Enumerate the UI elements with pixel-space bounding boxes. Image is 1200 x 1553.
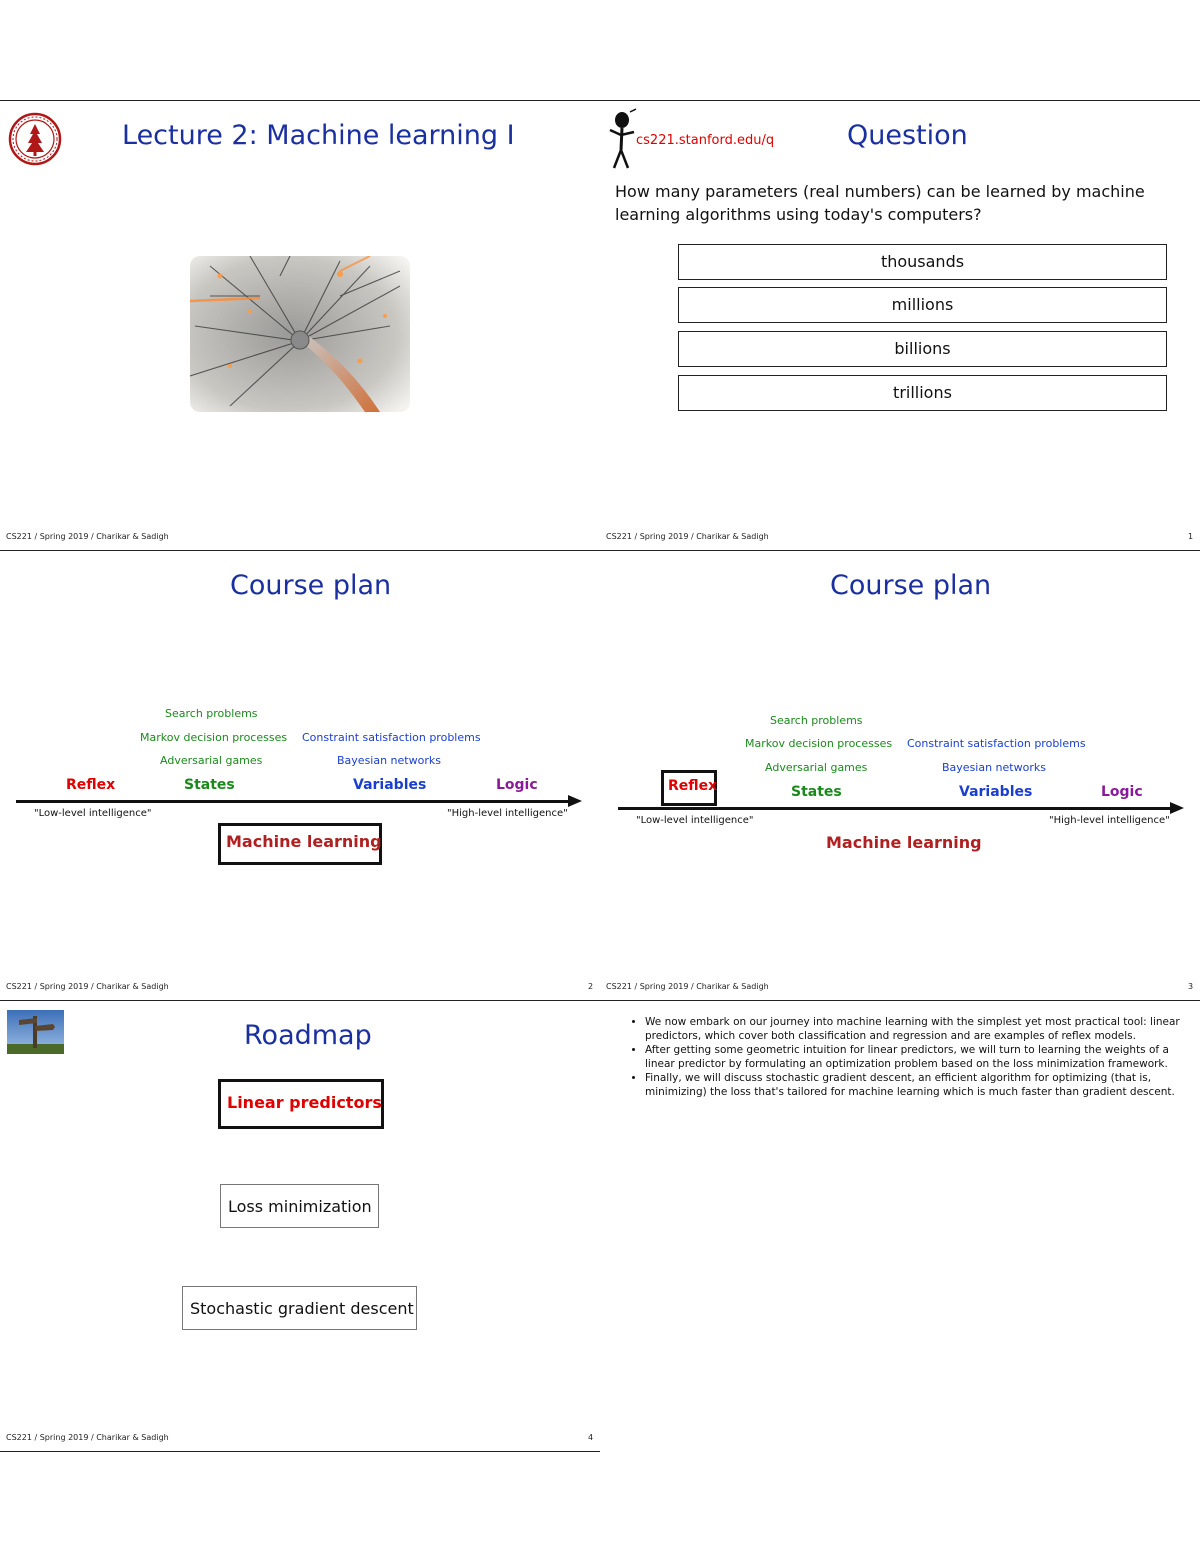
high-level-label: "High-level intelligence" — [447, 808, 568, 819]
question-url-link[interactable]: cs221.stanford.edu/q — [636, 133, 775, 148]
roadmap-sgd-label: Stochastic gradient descent — [190, 1299, 414, 1318]
low-level-label: "Low-level intelligence" — [34, 808, 152, 819]
label-mdp: Markov decision processes — [140, 731, 288, 744]
level-reflex: Reflex — [66, 777, 116, 793]
label-mdp: Markov decision processes — [745, 737, 893, 750]
page-number: 1 — [1188, 532, 1194, 541]
slide-footer: CS221 / Spring 2019 / Charikar & Sadigh — [606, 532, 769, 541]
bottom-rule — [0, 1451, 600, 1452]
level-logic: Logic — [496, 777, 538, 793]
arrow-head-icon — [1170, 802, 1184, 814]
choice-trillions[interactable]: trillions — [678, 375, 1167, 411]
arrow-head-icon — [568, 795, 582, 807]
question-title: Question — [847, 120, 968, 151]
label-csp: Constraint satisfaction problems — [907, 737, 1086, 750]
level-variables: Variables — [353, 777, 427, 793]
level-reflex: Reflex — [668, 778, 718, 794]
slide-footer: CS221 / Spring 2019 / Charikar & Sadigh — [6, 982, 169, 991]
roadmap-title: Roadmap — [244, 1020, 372, 1051]
slide-title — [0, 100, 600, 550]
label-bayes-nets: Bayesian networks — [337, 754, 441, 767]
question-text: How many parameters (real numbers) can be learned by machine learning algorithms using today's computers? — [615, 182, 1145, 224]
label-bayes-nets: Bayesian networks — [942, 761, 1046, 774]
choice-thousands[interactable]: thousands — [678, 244, 1167, 280]
intelligence-axis — [618, 807, 1170, 810]
machine-learning-label: Machine learning — [226, 832, 382, 851]
slide-question — [600, 100, 1200, 550]
label-adversarial-games: Adversarial games — [765, 761, 868, 774]
neuron-image — [190, 256, 410, 412]
slide-roadmap — [0, 1000, 600, 1451]
choice-billions[interactable]: billions — [678, 331, 1167, 367]
level-logic: Logic — [1101, 784, 1143, 800]
note-item: • After getting some geometric intuition for linear predictors, we will turn to learning the weights of a linear predictor by formulating an optimization problem based on the loss minimization framework. — [645, 1043, 1185, 1071]
label-csp: Constraint satisfaction problems — [302, 731, 481, 744]
level-states: States — [791, 784, 842, 800]
roadmap-linear-predictors-label: Linear predictors — [227, 1093, 382, 1112]
label-adversarial-games: Adversarial games — [160, 754, 263, 767]
label-search-problems: Search problems — [165, 707, 258, 720]
machine-learning-label: Machine learning — [826, 833, 982, 852]
signpost-image — [7, 1010, 64, 1054]
intelligence-axis — [16, 800, 568, 803]
slide-footer: CS221 / Spring 2019 / Charikar & Sadigh — [6, 532, 169, 541]
stick-figure-icon — [604, 108, 640, 172]
slide-title-heading: Lecture 2: Machine learning I — [122, 120, 515, 151]
slide-footer: CS221 / Spring 2019 / Charikar & Sadigh — [606, 982, 769, 991]
page-number: 4 — [588, 1433, 594, 1442]
speaker-notes — [633, 1015, 1185, 1099]
note-item: • We now embark on our journey into machine learning with the simplest yet most practical tool: linear predictors, which cover both classification and regression and are examples of reflex models. — [645, 1015, 1185, 1043]
level-states: States — [184, 777, 235, 793]
roadmap-loss-minimization-label: Loss minimization — [228, 1197, 372, 1216]
choice-millions[interactable]: millions — [678, 287, 1167, 323]
slide-footer: CS221 / Spring 2019 / Charikar & Sadigh — [6, 1433, 169, 1442]
note-item: • Finally, we will discuss stochastic gradient descent, an efficient algorithm for optimizing (that is, minimizing) the loss that's tailored for machine learning which is much faster than gradient descent. — [645, 1071, 1185, 1099]
stanford-seal-icon — [8, 112, 62, 166]
course-plan-title: Course plan — [830, 570, 992, 601]
high-level-label: "High-level intelligence" — [1049, 815, 1170, 826]
label-search-problems: Search problems — [770, 714, 863, 727]
page-number: 3 — [1188, 982, 1194, 991]
course-plan-title: Course plan — [230, 570, 392, 601]
level-variables: Variables — [959, 784, 1033, 800]
low-level-label: "Low-level intelligence" — [636, 815, 754, 826]
page-number: 2 — [588, 982, 594, 991]
slide-course-plan-2 — [600, 550, 1200, 1000]
slide-course-plan-1 — [0, 550, 600, 1000]
